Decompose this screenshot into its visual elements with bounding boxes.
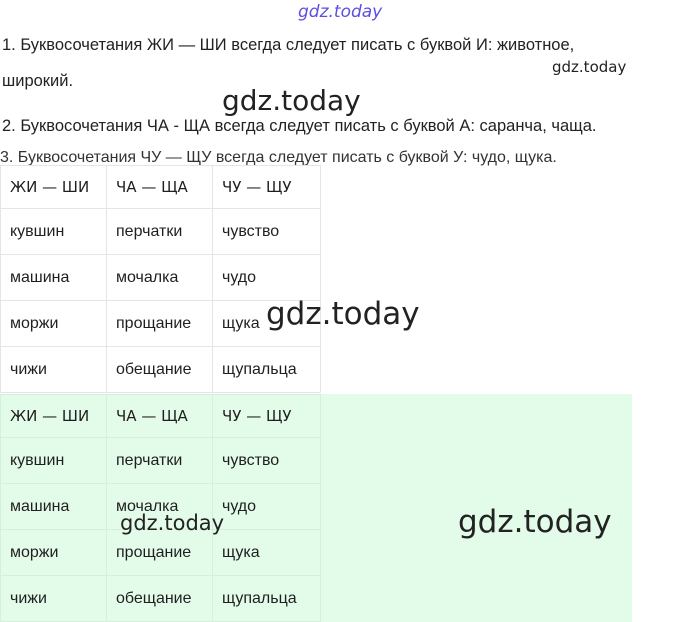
table-row [1,255,321,301]
table-header-cell: ЖИ — ШИ [1,166,107,209]
table-cell: чувство [213,209,321,255]
watermark: gdz.today [552,58,627,76]
rule-1-text: 1. Буквосочетания ЖИ — ШИ всегда следует писать с буквой И: животное, [2,36,575,54]
table-cell: чижи [1,347,107,393]
table-cell: перчатки [107,438,213,484]
table-cell: машина [1,484,107,530]
rule-3-text: 3. Буквосочетания ЧУ — ЩУ всегда следует писать с буквой У: чудо, щука. [0,149,557,166]
table-cell: чудо [213,484,321,530]
table-header-cell: ЖИ — ШИ [1,395,107,438]
table-header-cell: ЧУ — ЩУ [213,395,321,438]
table-cell: обещание [107,576,213,622]
table-cell: мочалка [107,255,213,301]
table-row [1,438,321,484]
watermark: gdz.today [266,296,420,332]
watermark: gdz.today [458,504,612,540]
table-cell: чижи [1,576,107,622]
table-header-cell: ЧУ — ЩУ [213,166,321,209]
table-cell: перчатки [107,209,213,255]
table-cell: прощание [107,301,213,347]
table-header-row [1,166,321,209]
table-cell: чувство [213,438,321,484]
table-row [1,530,321,576]
table-cell: мочалка [107,484,213,530]
table-header-cell: ЧА — ЩА [107,166,213,209]
table-cell: кувшин [1,438,107,484]
table-cell: машина [1,255,107,301]
table-row [1,209,321,255]
rule-2-text: 2. Буквосочетания ЧА - ЩА всегда следует писать с буквой А: саранча, чаща. [2,117,597,135]
table-cell: моржи [1,301,107,347]
table-row [1,576,321,622]
rule-1-text-continued: широкий. [2,72,74,90]
table-header-row [1,395,321,438]
table-cell: чудо [213,255,321,301]
spelling-table-1 [0,165,321,393]
table-cell: моржи [1,530,107,576]
watermark-top: gdz.today [298,2,383,22]
table-cell: кувшин [1,209,107,255]
table-cell: обещание [107,347,213,393]
watermark: gdz.today [222,84,361,117]
watermark: gdz.today [120,511,225,535]
table-cell: щука [213,530,321,576]
table-cell: прощание [107,530,213,576]
table-cell: щупальца [213,576,321,622]
spelling-table-2 [0,394,321,622]
table-cell: щупальца [213,347,321,393]
table-row [1,347,321,393]
table-cell: щука [213,301,321,347]
table-header-cell: ЧА — ЩА [107,395,213,438]
